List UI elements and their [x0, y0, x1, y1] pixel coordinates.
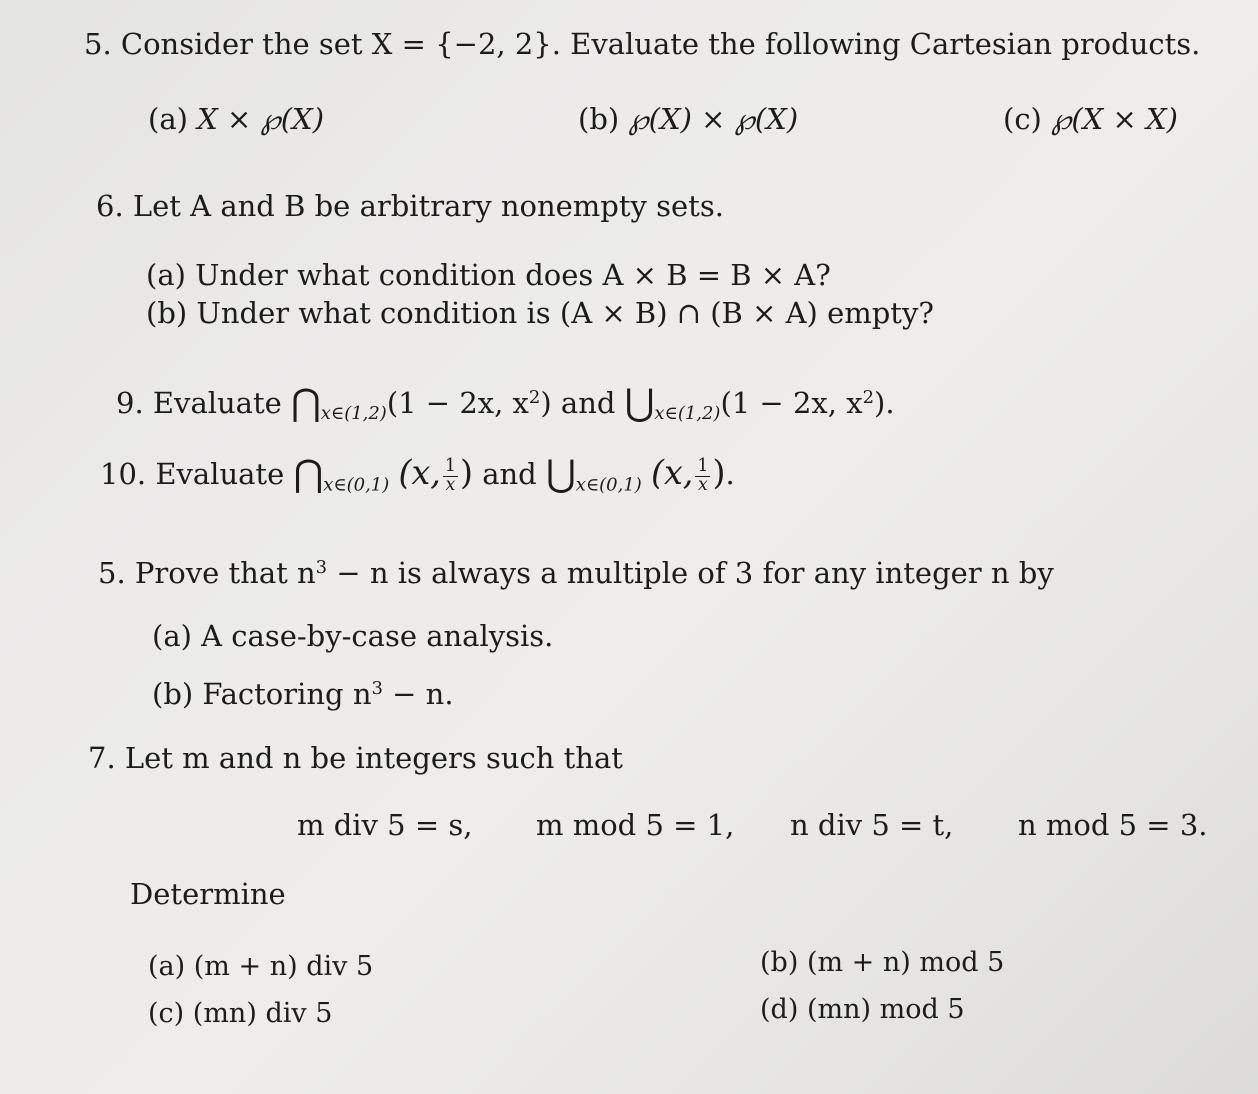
union-symbol: ⋃ [545, 452, 576, 496]
problem-5b-statement: 5. Prove that $n^3 - n$ is always a multiple of 3 for any integer n by [98, 555, 1054, 590]
problem-text: Consider the set X = {−2, 2}. Evaluate the following Cartesian products. [120, 27, 1201, 61]
problem-number: 5. [84, 27, 112, 61]
problem-7-part-a: (a) (m + n) div 5 [148, 951, 374, 982]
equation-2: m mod 5 = 1, [536, 808, 735, 842]
problem-5-part-c: (c) ℘(X × X) [1003, 102, 1178, 136]
equation-4: n mod 5 = 3. [1018, 808, 1208, 842]
problem-6-part-b: (b) Under what condition is (A × B) ∩ (B × A) empty? [146, 296, 934, 330]
intersection-symbol: ⋂ [293, 452, 324, 496]
intersection-symbol: ⋂ [291, 381, 321, 425]
problem-5b-part-b: (b) Factoring $n^3 - n$. [152, 676, 454, 711]
fraction: $\frac{1}{x}$ [697, 456, 709, 495]
determine-label: Determine [130, 877, 286, 911]
problem-7-part-b: (b) (m + n) mod 5 [760, 947, 1005, 978]
problem-5-statement [84, 26, 1200, 62]
problem-5-part-b: (b) ℘(X) × ℘(X) [578, 102, 799, 136]
union-symbol: ⋃ [624, 381, 655, 425]
problem-6-part-a: (a) Under what condition does A × B = B × A? [146, 258, 831, 292]
equation-3: n div 5 = t, [790, 808, 954, 842]
problem-7-part-c: (c) (mn) div 5 [148, 998, 333, 1029]
problem-5-part-a: (a) X × ℘(X) [148, 102, 325, 136]
problem-9-statement: 9. Evaluate $⋂_{x\in(1,2)}(1 - 2x$, $x^2$) and $⋃_{x\in(1,2)}(1 - 2x$, $x^2$). [116, 381, 895, 425]
problem-7-statement: 7. Let m and n be integers such that [88, 741, 623, 775]
problem-10-statement: 10. Evaluate $⋂_{x\in(0,1)}$ (x, $\frac{1}{x}$ ) and $⋃_{x\in(0,1)}$ (x, $\frac{1}{x}$ ). [100, 452, 735, 496]
problem-6-statement: 6. Let A and B be arbitrary nonempty sets. [96, 189, 724, 223]
problem-5b-part-a: (a) A case-by-case analysis. [152, 619, 554, 653]
fraction: $\frac{1}{x}$ [444, 456, 456, 495]
problem-7-part-d: (d) (mn) mod 5 [760, 994, 965, 1025]
equation-1: m div 5 = s, [297, 808, 473, 842]
